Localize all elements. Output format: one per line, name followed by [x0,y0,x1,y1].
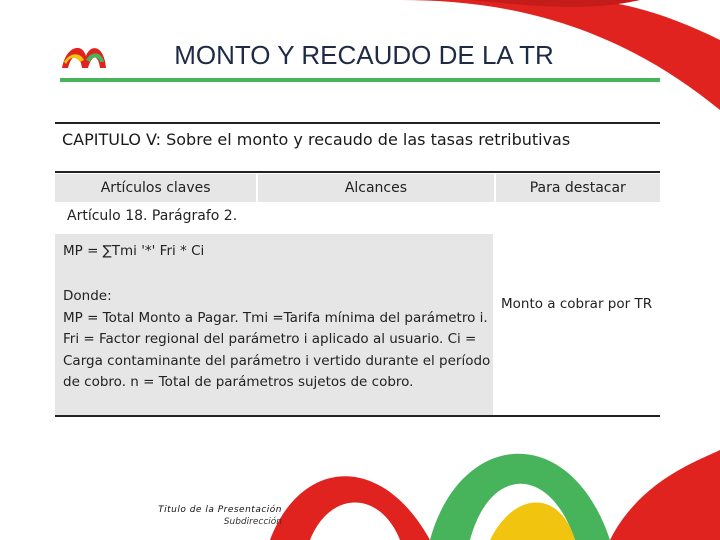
chapter-rule [55,171,660,173]
table-header-row [55,174,660,202]
formula-text: MP = ∑Tmi '*' Fri * Ci [63,243,205,259]
header-para-destacar: Para destacar [529,180,626,196]
page-title: MONTO Y RECAUDO DE LA TR [174,40,554,70]
article-reference: Artículo 18. Parágrafo 2. [67,208,238,224]
table-top-rule [55,122,660,124]
scope-cell [55,234,493,415]
formula-definition: Donde: MP = Total Monto a Pagar. Tmi =Tarifa mínima del parámetro i. Fri = Factor regional del parámetro i aplicado al usuario. Ci = Carga contaminante del parámetro i vertido durante el período de cobro. n = Total de parámetros sujetos de cobro. [63,288,491,390]
highlight-cell: Monto a cobrar por TR [501,296,653,312]
footer [140,505,282,527]
header-articulos-claves: Artículos claves [55,174,258,202]
table-bottom-rule [55,415,660,417]
content-table [55,122,660,417]
footer-presentation-title: Titulo de la Presentación [158,505,282,515]
decorative-swoosh-bottom [230,420,720,540]
chapter-heading: CAPITULO V: Sobre el monto y recaudo de las tasas retributivas [62,130,571,149]
header-alcances: Alcances [258,174,495,202]
brand-logo-icon [60,38,108,72]
title-underline [60,78,660,82]
footer-subdirection: Subdirección [223,517,282,527]
